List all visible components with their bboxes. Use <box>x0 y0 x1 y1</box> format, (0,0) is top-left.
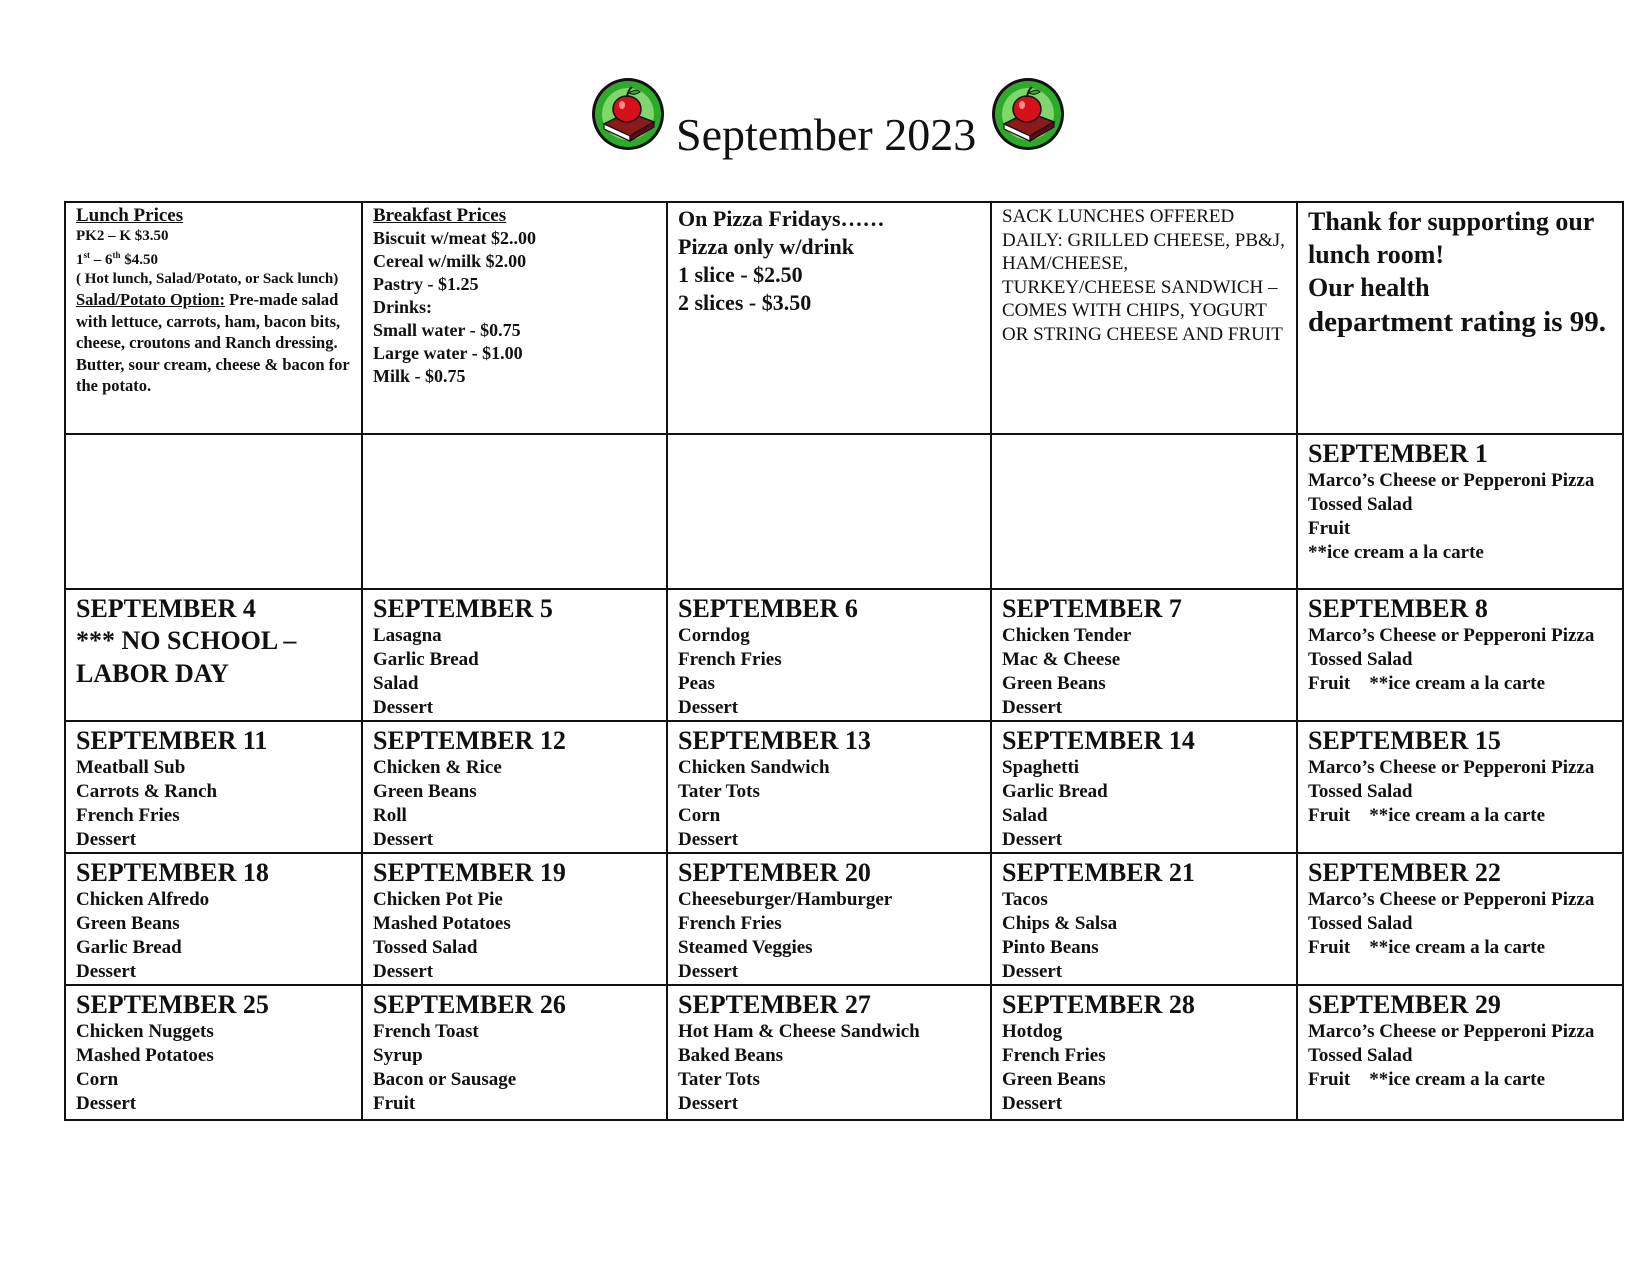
menu-item: Marco’s Cheese or Pepperoni Pizza <box>1308 1021 1595 1042</box>
menu-item: Dessert <box>678 829 739 850</box>
menu-item: French Fries <box>678 649 782 670</box>
day-date: SEPTEMBER 15 <box>1308 726 1501 755</box>
day-date: SEPTEMBER 28 <box>1002 990 1195 1019</box>
menu-item: Green Beans <box>1002 1069 1106 1090</box>
menu-item: Corndog <box>678 625 750 646</box>
day-cell <box>667 853 991 985</box>
day-cell <box>1297 589 1623 721</box>
day-cell <box>362 985 667 1120</box>
menu-item: Fruit **ice cream a la carte <box>1308 805 1546 826</box>
menu-item: Chicken Pot Pie <box>373 889 503 910</box>
pizza-fridays-cell <box>667 202 991 434</box>
lunch-prices-cell <box>65 202 362 434</box>
day-cell <box>1297 721 1623 853</box>
pizza-price-item: 1 slice - $2.50 <box>678 262 803 287</box>
breakfast-price-item: Cereal w/milk $2.00 <box>373 251 527 271</box>
lunch-prices-heading: Lunch Prices <box>76 205 184 226</box>
day-cell <box>667 985 991 1120</box>
menu-item: Fruit **ice cream a la carte <box>1308 937 1546 958</box>
menu-item: Peas <box>678 673 715 694</box>
menu-item: Dessert <box>1002 829 1063 850</box>
breakfast-price-item: Small water - $0.75 <box>373 320 521 340</box>
menu-item: Chips & Salsa <box>1002 913 1118 934</box>
menu-item: Hotdog <box>1002 1021 1063 1042</box>
breakfast-prices-cell <box>362 202 667 434</box>
info-row <box>65 202 1623 434</box>
menu-item: Tater Tots <box>678 781 760 802</box>
breakfast-price-item: Pastry - $1.25 <box>373 274 479 294</box>
page-header <box>0 72 1650 162</box>
day-cell <box>362 853 667 985</box>
day-date: SEPTEMBER 20 <box>678 858 871 887</box>
week-row <box>65 985 1623 1120</box>
menu-item: Dessert <box>678 1093 739 1114</box>
day-cell <box>65 434 362 589</box>
breakfast-price-item: Drinks: <box>373 297 433 317</box>
day-date: SEPTEMBER 26 <box>373 990 566 1019</box>
day-cell <box>991 589 1297 721</box>
day-date: SEPTEMBER 27 <box>678 990 871 1019</box>
day-date: SEPTEMBER 18 <box>76 858 269 887</box>
breakfast-prices-heading: Breakfast Prices <box>373 205 507 226</box>
menu-item: Cheeseburger/Hamburger <box>678 889 893 910</box>
menu-item: Steamed Veggies <box>678 937 813 958</box>
menu-item: Dessert <box>1002 1093 1063 1114</box>
menu-item: Green Beans <box>373 781 477 802</box>
day-date: SEPTEMBER 21 <box>1002 858 1195 887</box>
salad-option-text: Pre-made salad with lettuce, carrots, ham, bacon bits, cheese, croutons and Ranch dressing. Butter, sour cream, cheese & bacon for the potato. <box>76 290 350 395</box>
menu-item: Corn <box>678 805 721 826</box>
day-cell <box>667 434 991 589</box>
menu-item: Tossed Salad <box>1308 781 1413 802</box>
day-cell <box>362 721 667 853</box>
lunch-price-note: ( Hot lunch, Salad/Potato, or Sack lunch) <box>76 271 339 287</box>
lunch-price-grades: 1st – 6th $4.50 <box>76 250 159 268</box>
day-date: SEPTEMBER 19 <box>373 858 566 887</box>
day-cell <box>1297 985 1623 1120</box>
day-date: SEPTEMBER 12 <box>373 726 566 755</box>
day-cell <box>991 721 1297 853</box>
apple-book-icon <box>590 76 666 152</box>
menu-item: Dessert <box>1002 697 1063 718</box>
menu-item: Green Beans <box>76 913 180 934</box>
menu-item: Hot Ham & Cheese Sandwich <box>678 1021 920 1042</box>
menu-item: Bacon or Sausage <box>373 1069 517 1090</box>
day-cell <box>362 589 667 721</box>
menu-item: Tater Tots <box>678 1069 760 1090</box>
holiday-notice: *** NO SCHOOL – LABOR DAY <box>76 626 297 688</box>
menu-item: Dessert <box>678 697 739 718</box>
day-date: SEPTEMBER 11 <box>76 726 268 755</box>
menu-item: Marco’s Cheese or Pepperoni Pizza <box>1308 889 1595 910</box>
menu-item: Mashed Potatoes <box>76 1045 214 1066</box>
menu-item: Pinto Beans <box>1002 937 1099 958</box>
menu-item: Green Beans <box>1002 673 1106 694</box>
menu-item: Marco’s Cheese or Pepperoni Pizza <box>1308 470 1595 491</box>
week-row <box>65 589 1623 721</box>
day-cell <box>65 985 362 1120</box>
day-cell <box>667 589 991 721</box>
day-date: SEPTEMBER 5 <box>373 594 553 623</box>
breakfast-price-item: Biscuit w/meat $2..00 <box>373 228 536 248</box>
day-cell <box>65 589 362 721</box>
breakfast-price-item: Large water - $1.00 <box>373 343 523 363</box>
day-date: SEPTEMBER 14 <box>1002 726 1195 755</box>
menu-item: French Fries <box>1002 1045 1106 1066</box>
week-row <box>65 853 1623 985</box>
menu-item: Dessert <box>373 697 434 718</box>
menu-item: Spaghetti <box>1002 757 1080 778</box>
menu-item: Fruit **ice cream a la carte <box>1308 1069 1546 1090</box>
day-cell <box>1297 434 1623 589</box>
menu-item: Chicken Tender <box>1002 625 1132 646</box>
menu-item: Chicken Nuggets <box>76 1021 214 1042</box>
menu-item: **ice cream a la carte <box>1308 542 1484 563</box>
lunch-price-pk2: PK2 – K $3.50 <box>76 228 169 244</box>
pizza-price-list <box>678 205 980 317</box>
menu-item: French Fries <box>76 805 180 826</box>
menu-item: Chicken Sandwich <box>678 757 830 778</box>
menu-item: Fruit <box>1308 518 1351 539</box>
menu-item: Meatball Sub <box>76 757 186 778</box>
menu-item: Tossed Salad <box>1308 649 1413 670</box>
day-date: SEPTEMBER 1 <box>1308 439 1488 468</box>
day-cell <box>667 721 991 853</box>
day-date: SEPTEMBER 4 <box>76 594 256 623</box>
menu-item: Roll <box>373 805 407 826</box>
health-rating-lead: Our health <box>1308 273 1430 302</box>
pizza-price-item: Pizza only w/drink <box>678 234 855 259</box>
menu-item: Salad <box>1002 805 1048 826</box>
menu-item: Dessert <box>76 829 137 850</box>
day-cell <box>991 853 1297 985</box>
sack-lunches-cell <box>991 202 1297 434</box>
thanks-cell <box>1297 202 1623 434</box>
day-date: SEPTEMBER 7 <box>1002 594 1182 623</box>
menu-item: Baked Beans <box>678 1045 784 1066</box>
day-date: SEPTEMBER 8 <box>1308 594 1488 623</box>
day-date: SEPTEMBER 25 <box>76 990 269 1019</box>
pizza-price-item: 2 slices - $3.50 <box>678 290 812 315</box>
health-rating: department rating is 99. <box>1308 306 1607 338</box>
menu-item: Mashed Potatoes <box>373 913 511 934</box>
menu-item: Garlic Bread <box>1002 781 1108 802</box>
menu-item: Marco’s Cheese or Pepperoni Pizza <box>1308 757 1595 778</box>
menu-item: Marco’s Cheese or Pepperoni Pizza <box>1308 625 1595 646</box>
menu-item: Dessert <box>373 961 434 982</box>
day-cell <box>362 434 667 589</box>
menu-item: Dessert <box>76 961 137 982</box>
menu-item: Fruit **ice cream a la carte <box>1308 673 1546 694</box>
salad-option-label: Salad/Potato Option: <box>76 290 225 309</box>
sack-lunches-text: SACK LUNCHES OFFERED DAILY: GRILLED CHEESE, PB&J, HAM/CHEESE, TURKEY/CHEESE SANDWICH – COMES WITH CHIPS, YOGURT OR STRING CHEESE AND FRUIT <box>1002 206 1285 345</box>
day-date: SEPTEMBER 13 <box>678 726 871 755</box>
day-date: SEPTEMBER 22 <box>1308 858 1501 887</box>
menu-item: Tossed Salad <box>1308 494 1413 515</box>
menu-item: Mac & Cheese <box>1002 649 1121 670</box>
menu-item: Tacos <box>1002 889 1048 910</box>
menu-item: Tossed Salad <box>373 937 478 958</box>
menu-item: Garlic Bread <box>373 649 479 670</box>
menu-item: Dessert <box>1002 961 1063 982</box>
day-cell <box>65 853 362 985</box>
menu-item: Tossed Salad <box>1308 1045 1413 1066</box>
menu-item: Lasagna <box>373 625 442 646</box>
day-cell <box>991 985 1297 1120</box>
day-date: SEPTEMBER 29 <box>1308 990 1501 1019</box>
day-cell <box>1297 853 1623 985</box>
week-row <box>65 721 1623 853</box>
menu-item: Fruit <box>373 1093 416 1114</box>
menu-item: Syrup <box>373 1045 423 1066</box>
menu-item: Dessert <box>373 829 434 850</box>
menu-item: Carrots & Ranch <box>76 781 218 802</box>
menu-item: Salad <box>373 673 419 694</box>
menu-item: Chicken Alfredo <box>76 889 210 910</box>
menu-calendar <box>64 201 1624 1121</box>
day-cell <box>991 434 1297 589</box>
menu-item: French Fries <box>678 913 782 934</box>
menu-item: Dessert <box>678 961 739 982</box>
menu-item: French Toast <box>373 1021 479 1042</box>
breakfast-price-list <box>373 227 656 388</box>
thanks-message: Thank for supporting our lunch room! <box>1308 207 1594 269</box>
menu-item: Tossed Salad <box>1308 913 1413 934</box>
menu-item: Chicken & Rice <box>373 757 502 778</box>
menu-item: Garlic Bread <box>76 937 182 958</box>
breakfast-price-item: Milk - $0.75 <box>373 366 466 386</box>
pizza-price-item: On Pizza Fridays…… <box>678 206 885 231</box>
salad-potato-option <box>76 289 351 397</box>
menu-item: Dessert <box>76 1093 137 1114</box>
page-title: September 2023 <box>676 109 977 160</box>
week-row <box>65 434 1623 589</box>
apple-book-icon <box>990 76 1066 152</box>
day-date: SEPTEMBER 6 <box>678 594 858 623</box>
day-cell <box>65 721 362 853</box>
menu-item: Corn <box>76 1069 119 1090</box>
